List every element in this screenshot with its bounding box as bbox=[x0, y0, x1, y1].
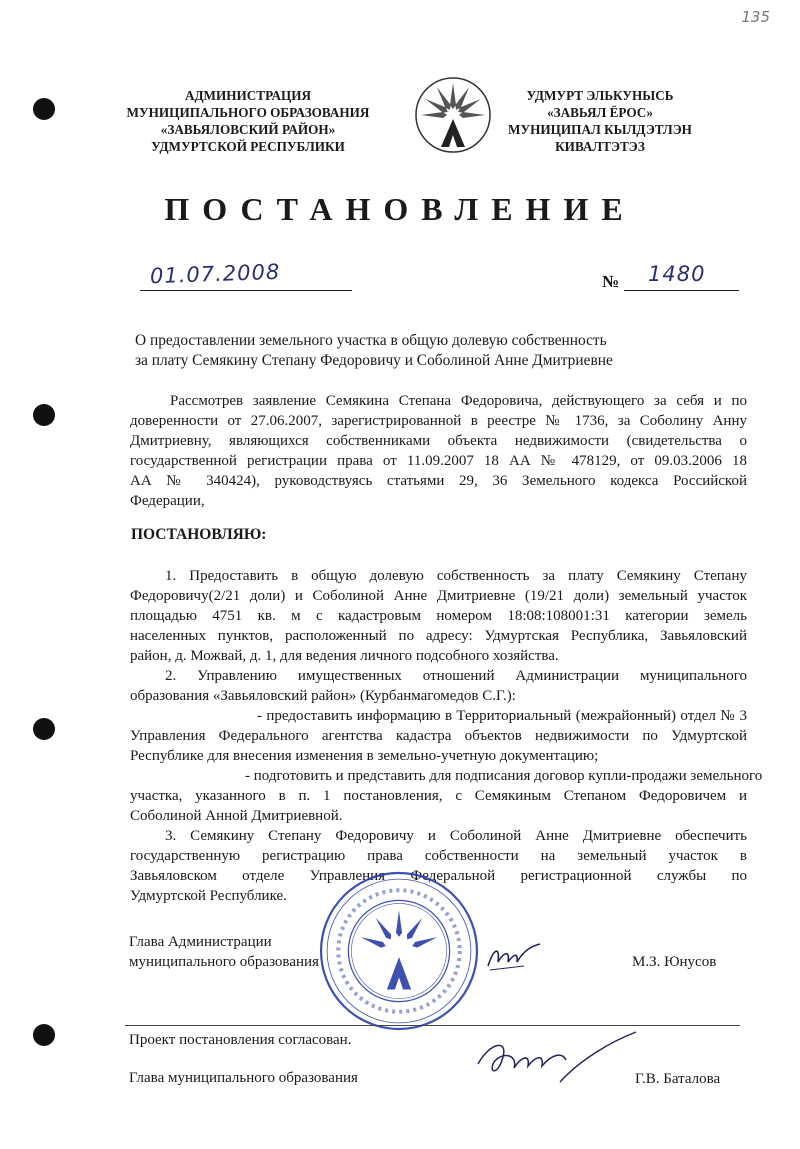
punch-hole bbox=[33, 404, 55, 426]
signatory-position: Глава Администрации муниципального образования bbox=[129, 934, 319, 970]
item-2: 2. Управлению имущественных отношений Администрации муниципального образования «Завьяловский район» (Курбанмагомедов С.Г.): bbox=[130, 668, 747, 704]
approval-position: Глава муниципального образования bbox=[129, 1070, 358, 1086]
document-subject: О предоставлении земельного участка в общую долевую собственность за плату Семякину Степану Федоровичу и Соболиной Анне Дмитриевне bbox=[135, 332, 613, 369]
document-number: 1480 bbox=[648, 262, 706, 286]
number-underline bbox=[624, 290, 739, 291]
official-seal-stamp bbox=[318, 870, 480, 1032]
punch-hole bbox=[33, 718, 55, 740]
approval-note: Проект постановления согласован. bbox=[129, 1032, 352, 1048]
separator-line bbox=[125, 1025, 740, 1026]
item-2b: - подготовить и представить для подписания договор купли-продажи земельного участка, указанного в п. 1 постановления, с Семякиным Степаном Федоровичем и Соболиной Анной Дмитриевной. bbox=[130, 768, 763, 824]
punch-hole bbox=[33, 1024, 55, 1046]
signatory-name: М.З. Юнусов bbox=[632, 954, 717, 970]
header-left: АДМИНИСТРАЦИЯ МУНИЦИПАЛЬНОГО ОБРАЗОВАНИЯ «ЗАВЬЯЛОВСКИЙ РАЙОН» УДМУРТСКОЙ РЕСПУБЛИКИ bbox=[126, 88, 370, 154]
signature-yunusov bbox=[484, 940, 544, 974]
handwritten-page-number: 135 bbox=[741, 8, 770, 26]
item-3: 3. Семякину Степану Федоровичу и Соболиной Анне Дмитриевне обеспечить государственную регистрацию права собственности на земельный участок в Завьяловском отделе Управления Федеральной регистрационной службы по Удмуртской Республике. bbox=[130, 828, 747, 904]
date-underline bbox=[140, 290, 352, 291]
document-title: ПОСТАНОВЛЕНИЕ bbox=[164, 191, 636, 227]
decree-word: ПОСТАНОВЛЯЮ: bbox=[131, 526, 267, 543]
number-label: № bbox=[602, 272, 620, 291]
document-date: 01.07.2008 bbox=[149, 259, 281, 289]
approval-name: Г.В. Баталова bbox=[635, 1071, 721, 1087]
item-2a: - предоставить информацию в Территориальный (межрайонный) отдел № 3 Управления Федерального агентства кадастра объектов недвижимости по Удмуртской Республике для внесения изменения в земельно-учетную документацию; bbox=[130, 708, 747, 764]
punch-hole bbox=[33, 98, 55, 120]
item-1: 1. Предоставить в общую долевую собственность за плату Семякину Степану Федоровичу(2/21 доли) и Соболиной Анне Дмитриевне (19/21 доли) земельный участок площадью 4751 кв. м с кадастровым номером 18:08:108001:31 категории земель населенных пунктов, расположенный по адресу: Удмуртская Республика, Завьяловский район, д. Можвай, д. 1, для ведения личного подсобного хозяйства. bbox=[130, 568, 747, 664]
signature-batalova bbox=[470, 1030, 640, 1092]
preamble-paragraph: Рассмотрев заявление Семякина Степана Федоровича, действующего за себя и по доверенности от 27.06.2007, зарегистрированной в реестре № 1736, за Соболину Анну Дмитриевну, являющихся собственниками объекта недвижимости (свидетельства о государственной регистрации права от 11.09.2007 18 АА № 478129, от 09.03.2006 18 АА № 340424), руководствуясь статьями 29, 36 Земельного кодекса Российской Федерации, bbox=[130, 393, 747, 509]
header-right: УДМУРТ ЭЛЬКУНЫСЬ «ЗАВЬЯЛ ЁРОС» МУНИЦИПАЛ КЫЛДЭТЛЭН КИВАЛТЭТЭЗ bbox=[508, 88, 692, 154]
